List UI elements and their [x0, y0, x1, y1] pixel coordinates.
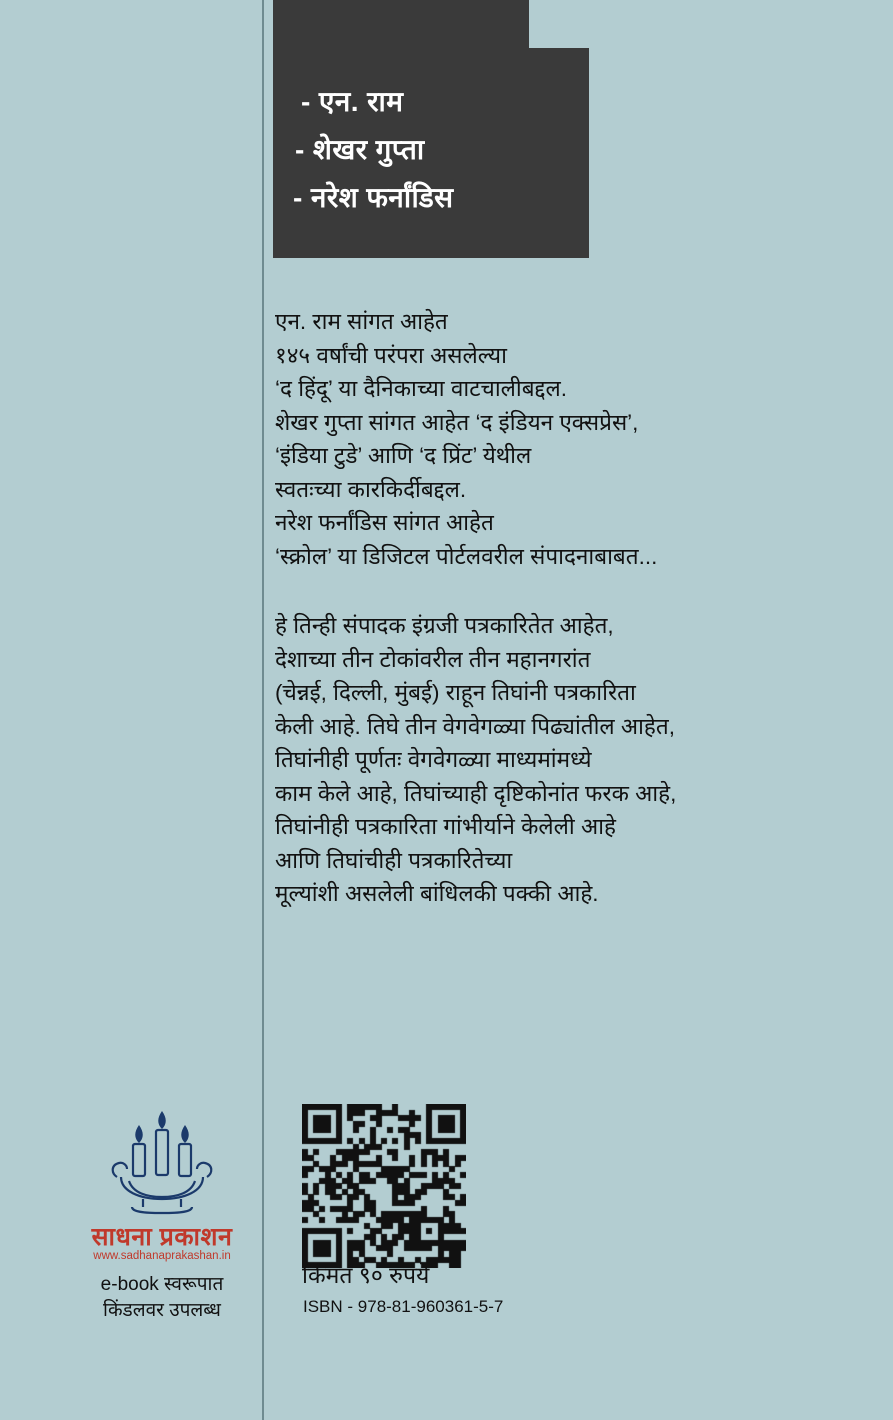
author-name-2: - शेखर गुप्ता	[295, 134, 425, 165]
blurb-line: काम केले आहे, तिघांच्याही दृष्टिकोनांत फरक आहे,	[275, 780, 677, 806]
candles-logo-icon	[62, 1105, 262, 1215]
blurb-line: आणि तिघांचीही पत्रकारितेच्या	[275, 847, 513, 873]
blurb-line: शेखर गुप्ता सांगत आहेत ‘द इंडियन एक्सप्रेस’,	[275, 409, 639, 435]
blurb-line: स्वतःच्या कारकिर्दीबद्दल.	[275, 476, 467, 502]
blurb-line: (चेन्नई, दिल्ली, मुंबई) राहून तिघांनी पत्रकारिता	[275, 680, 636, 705]
blurb-line: देशाच्या तीन टोकांवरील तीन महानगरांत	[275, 646, 591, 672]
authors-block	[273, 0, 589, 258]
blurb-line: १४५ वर्षांची परंपरा असलेल्या	[275, 342, 507, 368]
blurb-line: ‘द हिंदू’ या दैनिकाच्या वाटचालीबद्दल.	[275, 376, 567, 401]
back-cover-blurb	[275, 305, 865, 911]
blurb-line: हे तिन्ही संपादक इंग्रजी पत्रकारितेत आहेत,	[275, 613, 614, 638]
blurb-line: ‘इंडिया टुडे’ आणि ‘द प्रिंट’ येथील	[275, 443, 532, 468]
author-name-1: - एन. राम	[301, 86, 404, 117]
blurb-paragraph-2	[275, 609, 865, 911]
publisher-website: www.sadhanaprakashan.in	[93, 1250, 231, 1262]
blurb-line: मूल्यांशी असलेली बांधिलकी पक्की आहे.	[275, 881, 599, 906]
blurb-line: केली आहे. तिघे तीन वेगवेगळ्या पिढ्यांतील आहेत,	[275, 713, 675, 739]
ebook-availability	[62, 1272, 262, 1324]
qr-code-icon[interactable]	[302, 1104, 466, 1268]
isbn-label: ISBN - 978-81-960361-5-7	[303, 1297, 504, 1316]
blurb-line: एन. राम सांगत आहेत	[275, 309, 448, 334]
ebook-line-1: e-book स्वरूपात	[100, 1274, 224, 1295]
blurb-line: नरेश फर्नांडिस सांगत आहेत	[275, 510, 494, 535]
authors-block-notch	[529, 0, 589, 48]
blurb-line: ‘स्क्रोल’ या डिजिटल पोर्टलवरील संपादनाबाबत...	[275, 543, 658, 569]
ebook-line-2: किंडलवर उपलब्ध	[103, 1300, 221, 1321]
spine-divider	[262, 0, 264, 1420]
author-name-3: - नरेश फर्नांडिस	[293, 182, 454, 213]
publisher-name: साधना प्रकाशन	[91, 1223, 233, 1251]
blurb-paragraph-1	[275, 305, 865, 573]
publisher-block	[62, 1105, 262, 1324]
blurb-line: तिघांनीही पत्रकारिता गांभीर्याने केलेली आहे	[275, 814, 616, 839]
price-label: किंमत ९० रुपये	[302, 1262, 430, 1288]
blurb-line: तिघांनीही पूर्णतः वेगवेगळ्या माध्यमांमध्ये	[275, 747, 592, 772]
